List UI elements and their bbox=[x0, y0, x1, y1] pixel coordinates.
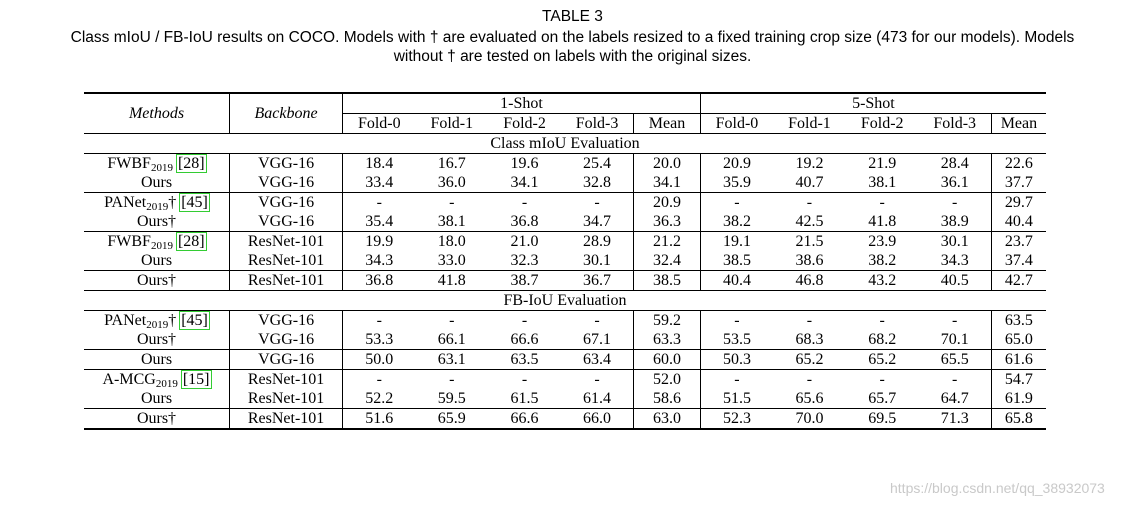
value-cell: 38.9 bbox=[919, 212, 992, 232]
value-cell: - bbox=[415, 193, 488, 213]
backbone-cell: ResNet-101 bbox=[230, 370, 343, 390]
value-cell: 34.3 bbox=[919, 251, 992, 271]
header-col: Fold-2 bbox=[488, 114, 561, 134]
value-cell: - bbox=[846, 193, 919, 213]
method-cell bbox=[84, 154, 230, 174]
backbone-cell: ResNet-101 bbox=[230, 389, 343, 409]
value-cell: 61.6 bbox=[991, 350, 1046, 370]
value-cell: 20.9 bbox=[634, 193, 701, 213]
method-cell bbox=[84, 232, 230, 252]
method-cell bbox=[84, 370, 230, 390]
value-cell: 19.2 bbox=[773, 154, 846, 174]
value-cell: - bbox=[488, 370, 561, 390]
citation-link[interactable]: [28] bbox=[177, 233, 205, 250]
value-cell: 41.8 bbox=[868, 213, 897, 230]
value-cell: 22.6 bbox=[991, 154, 1046, 174]
backbone-cell: ResNet-101 bbox=[230, 232, 343, 252]
dagger-mark: † bbox=[168, 312, 177, 329]
backbone-cell: VGG-16 bbox=[230, 173, 343, 193]
value-cell: 63.3 bbox=[634, 330, 701, 350]
method-name: FWBF bbox=[107, 155, 151, 172]
value-cell: 36.1 bbox=[919, 173, 992, 193]
method-cell bbox=[84, 271, 230, 291]
value-cell: - bbox=[919, 311, 992, 331]
backbone-cell: VGG-16 bbox=[230, 212, 343, 232]
value-cell: 66.6 bbox=[488, 409, 561, 430]
value-cell: 67.1 bbox=[561, 330, 634, 350]
value-cell: - bbox=[919, 370, 992, 390]
value-cell: 25.4 bbox=[561, 154, 634, 174]
value-cell: 65.0 bbox=[1004, 331, 1033, 348]
value-cell: 35.9 bbox=[722, 174, 751, 191]
table-title: TABLE 3 bbox=[542, 8, 603, 25]
value-cell: 42.7 bbox=[991, 271, 1046, 291]
value-cell: 61.9 bbox=[1004, 390, 1033, 407]
value-cell: - bbox=[343, 193, 416, 213]
value-cell: - bbox=[561, 193, 634, 213]
value-cell: - bbox=[773, 311, 846, 331]
value-cell: 53.5 bbox=[722, 331, 751, 348]
backbone-cell: VGG-16 bbox=[230, 154, 343, 174]
value-cell: 65.2 bbox=[773, 350, 846, 370]
backbone-cell: VGG-16 bbox=[230, 311, 343, 331]
value-cell: 20.0 bbox=[634, 154, 701, 174]
value-cell: - bbox=[919, 193, 992, 213]
value-cell: 37.7 bbox=[1004, 174, 1033, 191]
value-cell: 63.4 bbox=[561, 350, 634, 370]
value-cell: 36.7 bbox=[561, 271, 634, 291]
method-name: A-MCG bbox=[102, 371, 156, 388]
value-cell: 38.5 bbox=[634, 271, 701, 291]
value-cell: 38.2 bbox=[868, 252, 897, 269]
header-col: Mean bbox=[991, 114, 1046, 134]
method-name: Ours bbox=[140, 252, 173, 269]
method-name: PANet bbox=[104, 194, 147, 211]
value-cell: 63.1 bbox=[415, 350, 488, 370]
header-col: Fold-0 bbox=[700, 114, 773, 134]
table-row bbox=[84, 193, 1046, 213]
value-cell: 40.7 bbox=[795, 174, 824, 191]
backbone-cell: VGG-16 bbox=[230, 193, 343, 213]
value-cell: 32.3 bbox=[510, 252, 539, 269]
value-cell: 63.5 bbox=[488, 350, 561, 370]
table-row bbox=[84, 173, 1046, 193]
value-cell: 36.3 bbox=[634, 212, 701, 232]
value-cell: 38.6 bbox=[795, 252, 824, 269]
value-cell: - bbox=[773, 370, 846, 390]
value-cell: 70.1 bbox=[919, 330, 992, 350]
header-col: Fold-2 bbox=[846, 114, 919, 134]
method-name: Ours† bbox=[136, 410, 177, 427]
header-methods: Methods bbox=[84, 93, 230, 134]
value-cell: 32.4 bbox=[634, 251, 701, 271]
value-cell: 64.7 bbox=[919, 389, 992, 409]
value-cell: 52.0 bbox=[634, 370, 701, 390]
value-cell: 65.8 bbox=[991, 409, 1046, 430]
value-cell: 38.2 bbox=[722, 213, 751, 230]
method-name: Ours† bbox=[136, 213, 177, 230]
value-cell: 61.5 bbox=[510, 390, 539, 407]
method-cell bbox=[84, 311, 230, 331]
method-year: 2019 bbox=[146, 319, 169, 331]
value-cell: 20.9 bbox=[700, 154, 773, 174]
value-cell: 43.2 bbox=[846, 271, 919, 291]
value-cell: 40.4 bbox=[700, 271, 773, 291]
value-cell: 66.1 bbox=[437, 331, 466, 348]
value-cell: 34.1 bbox=[634, 173, 701, 193]
value-cell: 63.0 bbox=[634, 409, 701, 430]
table-row bbox=[84, 389, 1046, 409]
value-cell: 53.3 bbox=[365, 331, 394, 348]
value-cell: 65.2 bbox=[846, 350, 919, 370]
value-cell: 34.3 bbox=[365, 252, 394, 269]
value-cell: 33.0 bbox=[437, 252, 466, 269]
method-cell bbox=[84, 330, 230, 350]
section-heading: FB-IoU Evaluation bbox=[84, 291, 1046, 311]
value-cell: 21.9 bbox=[846, 154, 919, 174]
header-col: Fold-1 bbox=[415, 114, 488, 134]
watermark: https://blog.csdn.net/qq_38932073 bbox=[890, 480, 1105, 496]
method-cell bbox=[84, 409, 230, 430]
value-cell: 36.8 bbox=[510, 213, 539, 230]
table-row bbox=[84, 330, 1046, 350]
citation-link[interactable]: [45] bbox=[181, 194, 208, 211]
value-cell: 16.7 bbox=[415, 154, 488, 174]
value-cell: 65.5 bbox=[919, 350, 992, 370]
table-row bbox=[84, 271, 1046, 291]
value-cell: 37.4 bbox=[1004, 252, 1033, 269]
value-cell: - bbox=[488, 311, 561, 331]
value-cell: 63.5 bbox=[991, 311, 1046, 331]
value-cell: 65.7 bbox=[868, 390, 897, 407]
value-cell: 65.9 bbox=[415, 409, 488, 430]
value-cell: 30.1 bbox=[919, 232, 992, 252]
value-cell: 36.0 bbox=[437, 174, 466, 191]
method-year: 2019 bbox=[150, 240, 173, 252]
value-cell: 36.8 bbox=[343, 271, 416, 291]
method-cell bbox=[84, 389, 230, 409]
table-row bbox=[84, 350, 1046, 370]
value-cell: 18.4 bbox=[343, 154, 416, 174]
value-cell: 21.2 bbox=[634, 232, 701, 252]
value-cell: - bbox=[846, 311, 919, 331]
backbone-cell: ResNet-101 bbox=[230, 271, 343, 291]
value-cell: 51.6 bbox=[343, 409, 416, 430]
value-cell: 54.7 bbox=[991, 370, 1046, 390]
value-cell: 35.4 bbox=[365, 213, 394, 230]
value-cell: 19.1 bbox=[700, 232, 773, 252]
method-name: Ours bbox=[140, 390, 173, 407]
value-cell: 52.3 bbox=[700, 409, 773, 430]
header-backbone: Backbone bbox=[230, 93, 343, 134]
value-cell: - bbox=[488, 193, 561, 213]
table-row bbox=[84, 212, 1046, 232]
value-cell: - bbox=[700, 370, 773, 390]
header-col: Fold-3 bbox=[561, 114, 634, 134]
method-cell bbox=[84, 193, 230, 213]
value-cell: 32.8 bbox=[561, 173, 634, 193]
value-cell: 38.1 bbox=[868, 174, 897, 191]
method-name: Ours bbox=[140, 174, 173, 191]
value-cell: 51.5 bbox=[722, 390, 751, 407]
method-cell bbox=[84, 212, 230, 232]
value-cell: 50.3 bbox=[700, 350, 773, 370]
caption-line-1: Class mIoU / FB-IoU results on COCO. Models with † are evaluated on the labels resized to a fixed training crop size (473 for our models). Models bbox=[70, 29, 1075, 46]
value-cell: 60.0 bbox=[634, 350, 701, 370]
value-cell: - bbox=[846, 370, 919, 390]
header-col: Fold-1 bbox=[773, 114, 846, 134]
value-cell: 29.7 bbox=[991, 193, 1046, 213]
table-row bbox=[84, 232, 1046, 252]
backbone-cell: ResNet-101 bbox=[230, 409, 343, 430]
value-cell: 52.2 bbox=[365, 390, 394, 407]
method-name: FWBF bbox=[107, 233, 151, 250]
value-cell: 42.5 bbox=[795, 213, 824, 230]
value-cell: 50.0 bbox=[343, 350, 416, 370]
value-cell: - bbox=[561, 311, 634, 331]
value-cell: - bbox=[415, 370, 488, 390]
backbone-cell: VGG-16 bbox=[230, 350, 343, 370]
value-cell: 21.0 bbox=[488, 232, 561, 252]
value-cell: 30.1 bbox=[561, 251, 634, 271]
header-col: Fold-0 bbox=[343, 114, 416, 134]
citation-link[interactable]: [15] bbox=[182, 371, 210, 388]
method-year: 2019 bbox=[155, 378, 178, 390]
value-cell: 34.1 bbox=[510, 174, 539, 191]
value-cell: - bbox=[561, 370, 634, 390]
value-cell: 33.4 bbox=[365, 174, 394, 191]
value-cell: 69.5 bbox=[846, 409, 919, 430]
value-cell: - bbox=[773, 193, 846, 213]
value-cell: 23.7 bbox=[991, 232, 1046, 252]
method-name: Ours† bbox=[136, 272, 177, 289]
backbone-cell: VGG-16 bbox=[230, 330, 343, 350]
value-cell: 19.9 bbox=[343, 232, 416, 252]
method-cell bbox=[84, 251, 230, 271]
header-5-shot: 5-Shot bbox=[852, 95, 895, 112]
value-cell: 41.8 bbox=[415, 271, 488, 291]
header-1-shot: 1-Shot bbox=[343, 93, 701, 114]
value-cell: 28.9 bbox=[561, 232, 634, 252]
value-cell: 66.0 bbox=[561, 409, 634, 430]
value-cell: 71.3 bbox=[919, 409, 992, 430]
table-row bbox=[84, 409, 1046, 430]
header-col: Mean bbox=[634, 114, 701, 134]
results-table bbox=[84, 92, 1046, 430]
table-row bbox=[84, 311, 1046, 331]
value-cell: 70.0 bbox=[773, 409, 846, 430]
section-heading: Class mIoU Evaluation bbox=[84, 134, 1046, 154]
table-row bbox=[84, 370, 1046, 390]
method-year: 2019 bbox=[146, 201, 169, 213]
value-cell: 38.5 bbox=[722, 252, 751, 269]
value-cell: 66.6 bbox=[510, 331, 539, 348]
value-cell: 68.2 bbox=[868, 331, 897, 348]
value-cell: - bbox=[415, 311, 488, 331]
header-col: Fold-3 bbox=[919, 114, 992, 134]
value-cell: 19.6 bbox=[488, 154, 561, 174]
value-cell: 61.4 bbox=[561, 389, 634, 409]
table-row bbox=[84, 251, 1046, 271]
value-cell: 68.3 bbox=[795, 331, 824, 348]
value-cell: 59.2 bbox=[634, 311, 701, 331]
method-cell bbox=[84, 173, 230, 193]
method-name: Ours bbox=[140, 351, 173, 368]
value-cell: - bbox=[700, 193, 773, 213]
table-row bbox=[84, 154, 1046, 174]
citation-link[interactable]: [28] bbox=[177, 155, 205, 172]
value-cell: 46.8 bbox=[773, 271, 846, 291]
value-cell: 38.1 bbox=[437, 213, 466, 230]
value-cell: 40.5 bbox=[919, 271, 992, 291]
value-cell: 28.4 bbox=[919, 154, 992, 174]
method-name: Ours† bbox=[136, 331, 177, 348]
value-cell: 65.6 bbox=[795, 390, 824, 407]
value-cell: 59.5 bbox=[437, 390, 466, 407]
caption-line-2: without † are tested on labels with the original sizes. bbox=[393, 48, 752, 65]
method-name: PANet bbox=[104, 312, 147, 329]
value-cell: 58.6 bbox=[634, 389, 701, 409]
value-cell: 23.9 bbox=[846, 232, 919, 252]
value-cell: - bbox=[343, 370, 416, 390]
dagger-mark: † bbox=[168, 194, 177, 211]
value-cell: 18.0 bbox=[415, 232, 488, 252]
value-cell: 38.7 bbox=[488, 271, 561, 291]
value-cell: - bbox=[343, 311, 416, 331]
backbone-cell: ResNet-101 bbox=[230, 251, 343, 271]
method-year: 2019 bbox=[150, 162, 173, 174]
value-cell: - bbox=[700, 311, 773, 331]
method-cell bbox=[84, 350, 230, 370]
value-cell: 34.7 bbox=[561, 212, 634, 232]
value-cell: 40.4 bbox=[1004, 213, 1033, 230]
citation-link[interactable]: [45] bbox=[181, 312, 208, 329]
value-cell: 21.5 bbox=[773, 232, 846, 252]
